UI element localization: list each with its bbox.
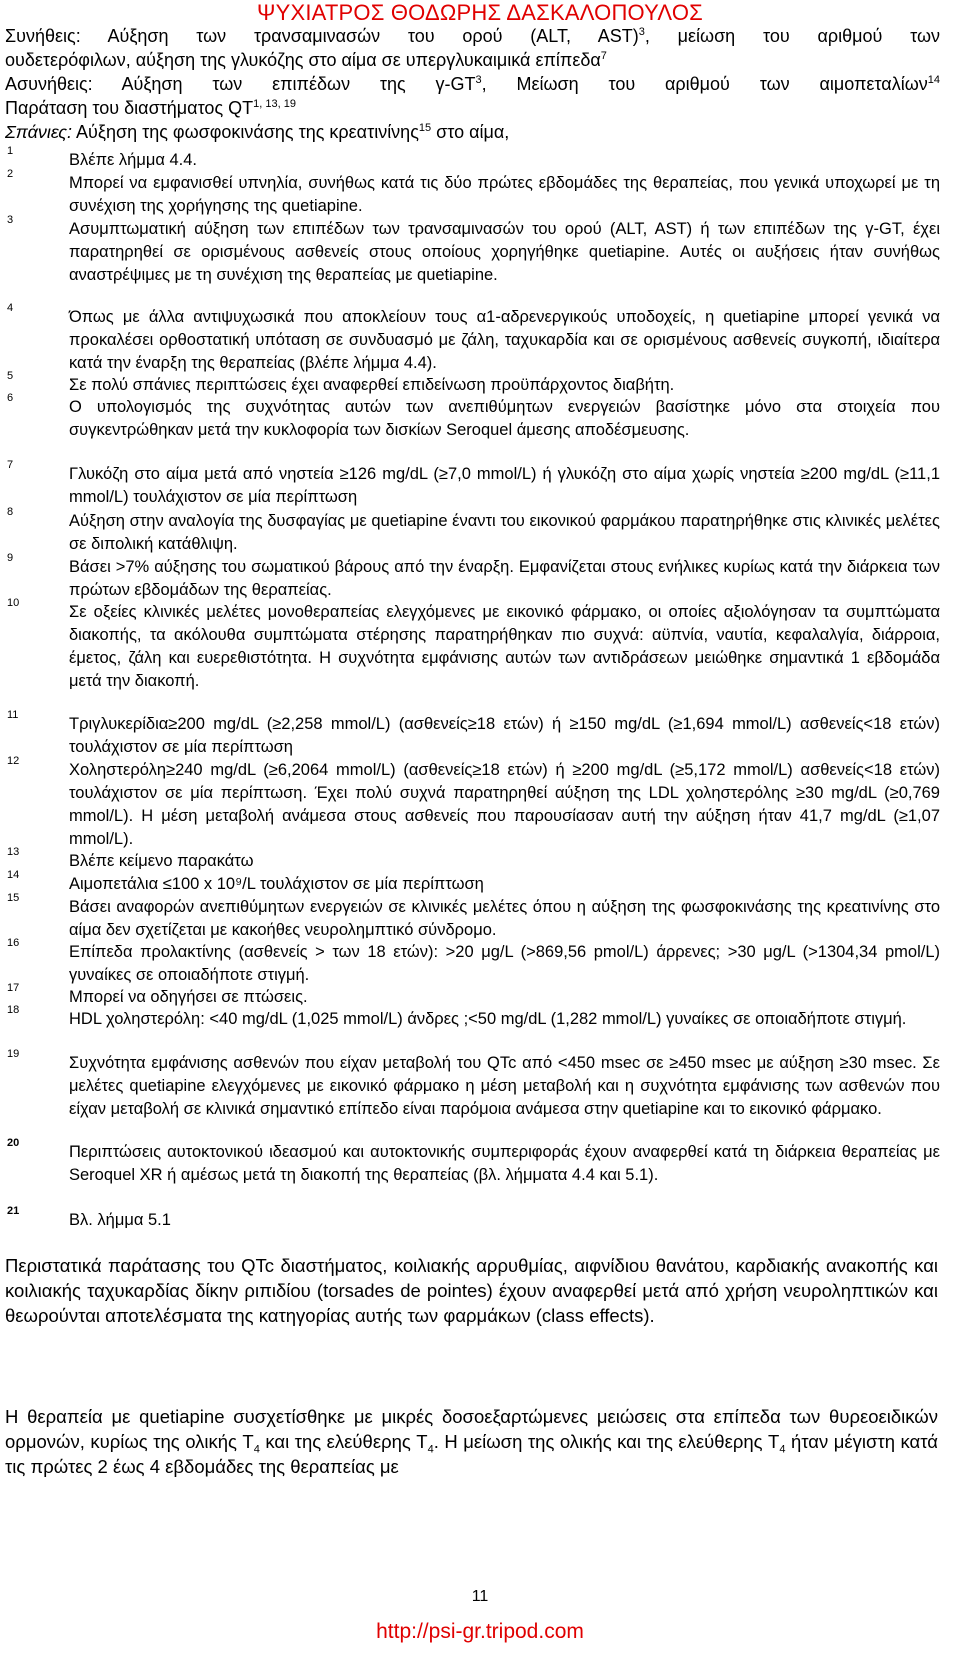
common-line-2: ουδετερόφιλων, αύξηση της γλυκόζης στο αίμα σε υπεργλυκαιμικά επίπεδα$^7$	[5, 50, 607, 70]
footnote-4: 4 Όπως με άλλα αντιψυχωσικά που αποκλείουν τους α1-αδρενεργικούς υποδοχείς, η quetiapine μπορεί γενικά να προκαλέσει ορθοστατική υπόταση σε συνδυασμό με ζάλη, ταχυκαρδία και σε ορισμένους ασθενείς συγκοπή, ιδιαίτερα κατά την έναρξη της θεραπείας (βλέπε λήμμα 4.4).	[7, 302, 940, 372]
footnote-3: 3 Ασυμπτωματική αύξηση των επιπέδων των τρανσαμινασών του ορού (ALT, AST) ή των επιπέδων της γ-GT, έχει παρατηρηθεί σε ορισμένους ασθενείς στους οποίους χορηγήθηκε quetiapine. Αυτές οι αυξήσεις ήταν συνήθως αναστρέψιμες με τη συνέχιση της θεραπείας με quetiapine.	[7, 214, 940, 284]
qt-line: Παράταση του διαστήματος QT$^{1, 13, 19}$	[5, 98, 296, 118]
footer-url[interactable]: http://psi-gr.tripod.com	[376, 1620, 584, 1643]
thyroid-paragraph: Η θεραπεία με quetiapine συσχετίσθηκε με μικρές δοσοεξαρτώμενες μειώσεις στα επίπεδα των θυρεοειδικών ορμονών, κυρίως της ολικής $T_4$ και της ελεύθερης $T_4$. Η μείωση της ολικής και της ελεύθερης $T_4$ ήταν μέγιστη κατά τις πρώτες 2 έως 4 εβδομάδες της θεραπείας με	[5, 1406, 938, 1477]
common-line-1: Συνήθεις: Αύξηση των τρανσαμινασών του ορού (ALT, AST)$^3$, μείωση του αριθμού των	[5, 26, 940, 46]
footnote-9: 9 Βάσει >7% αύξησης του σωματικού βάρους από την έναρξη. Εμφανίζεται στους ενήλικες κυρίως κατά την διάρκεια των πρώτων εβδομάδων της θεραπείας.	[7, 552, 940, 599]
footnote-11: 11 Τριγλυκερίδια≥200 mg/dL (≥2,258 mmol/L) (ασθενείς≥18 ετών) ή ≥150 mg/dL (≥1,694 mmol/L) ασθενείς<18 ετών) τουλάχιστον σε μία περίπτωση	[7, 709, 940, 756]
footnote-15: 15 Βάσει αναφορών ανεπιθύμητων ενεργειών σε κλινικές μελέτες όπου η αύξηση της φωσφοκινάσης της κρεατινίνης στο αίμα δεν σχετίζεται με κακοήθες νευρολημπτικό σύνδρομο.	[7, 892, 940, 939]
footnote-16: 16 Επίπεδα προλακτίνης (ασθενείς > των 18 ετών): >20 μg/L (>869,56 pmol/L) άρρενες; >30 μg/L (>1304,34 pmol/L) γυναίκες σε οποιαδήποτε στιγμή.	[7, 937, 940, 984]
footnote-2: 2 Μπορεί να εμφανισθεί υπνηλία, συνήθως κατά τις δύο πρώτες εβδομάδες της θεραπείας, που γενικά υποχωρεί με τη συνέχιση της χορήγησης της quetiapine.	[7, 168, 940, 215]
footnote-14: 14 Αιμοπετάλια ≤100 x 10⁹/L τουλάχιστον σε μία περίπτωση	[7, 869, 484, 893]
footnote-10: 10 Σε οξείες κλινικές μελέτες μονοθεραπείας ελεγχόμενες με εικονικό φάρμακο, οι οποίες αξιολόγησαν τα συμπτώματα διακοπής, τα ακόλουθα συμπτώματα στέρησης παρατηρήθηκαν πιο συχνά: αϋπνία, ναυτία, κεφαλαλγία, διάρροια, έμετος, ζάλη και ευερεθιστότητα. Η συχνότητα εμφάνισης αυτών των αντιδράσεων μειώθηκε σημαντικά 1 εβδομάδα μετά την διακοπή.	[7, 597, 940, 690]
qtc-paragraph: Περιστατικά παράτασης του QTc διαστήματος, κοιλιακής αρρυθμίας, αιφνίδιου θανάτου, καρδιακής ανακοπής και κοιλιακής ταχυκαρδίας δίκην ριπιδίου (torsades de pointes) έχουν αναφερθεί μετά από χρήση νευροληπτικών και θεωρούνται αποτελέσματα της κατηγορίας αυτής των φαρμάκων (class effects).	[5, 1255, 938, 1326]
footnote-18: 18 HDL χοληστερόλη: <40 mg/dL (1,025 mmol/L) άνδρες ;<50 mg/dL (1,282 mmol/L) γυναίκες σε οποιαδήποτε στιγμή.	[7, 1004, 907, 1028]
footnote-17: 17 Μπορεί να οδηγήσει σε πτώσεις.	[7, 982, 308, 1006]
uncommon-line: Ασυνήθεις: Αύξηση των επιπέδων της $\gamma-GT^3$, Μείωση του αριθμού των αιμοπεταλίων$^{14}$	[5, 74, 940, 94]
footnote-1: 1 Βλέπε λήμμα 4.4.	[7, 145, 198, 169]
footnote-19: 19 Συχνότητα εμφάνισης ασθενών που είχαν μεταβολή του QTc από <450 msec σε ≥450 msec με αύξηση ≥30 msec. Σε μελέτες quetiapine ελεγχόμενες με εικονικό φάρμακο η μέση μεταβολή και η συχνότητα εμφάνισης των ασθενών που είχαν μεταβολή σε κλινικά σημαντικό επίπεδο είναι παρόμοια ανάμεσα στην quetiapine και το εικονικό φάρμακο.	[7, 1048, 940, 1118]
adverse-frequency-list	[5, 24, 940, 144]
page-header: ΨΥΧΙΑΤΡΟΣ ΘΟΔΩΡΗΣ ΔΑΣΚΑΛΟΠΟΥΛΟΣ	[257, 0, 703, 25]
footnote-13: 13 Βλέπε κείμενο παρακάτω	[7, 846, 254, 870]
footnote-5: 5 Σε πολύ σπάνιες περιπτώσεις έχει αναφερθεί επιδείνωση προϋπάρχοντος διαβήτη.	[7, 370, 675, 394]
footnote-12: 12 Χοληστερόλη≥240 mg/dL (≥6,2064 mmol/L) (ασθενείς≥18 ετών) ή ≥200 mg/dL (≥5,172 mmol/L) ασθενείς<18 ετών) τουλάχιστον σε μία περίπτωση. Έχει πολύ συχνά παρατηρηθεί αύξηση της LDL χοληστερόλης ≥30 mg/dL (≥0,769 mmol/L). Η μέση μεταβολή ανάμεσα στους ασθενείς που παρουσίασαν αυτή την αύξηση ήταν 41,7 mg/dL (≥1,07 mmol/L).	[7, 755, 940, 848]
footnote-20: 20 Περιπτώσεις αυτοκτονικού ιδεασμού και αυτοκτονικής συμπεριφοράς έχουν αναφερθεί κατά τη διάρκεια θεραπείας με Seroquel XR ή αμέσως μετά τη διακοπή της θεραπείας (βλ. λήμματα 4.4 και 5.1).	[7, 1137, 940, 1184]
footnote-8: 8 Αύξηση στην αναλογία της δυσφαγίας με quetiapine έναντι του εικονικού φαρμάκου παρατηρήθηκε στις κλινικές μελέτες σε διπολική κατάθλιψη.	[7, 506, 940, 553]
footnote-7: 7 Γλυκόζη στο αίμα μετά από νηστεία ≥126 mg/dL (≥7,0 mmol/L) ή γλυκόζη στο αίμα χωρίς νηστεία ≥200 mg/dL (≥11,1 mmol/L) τουλάχιστον σε μία περίπτωση	[7, 459, 940, 506]
footnote-21: 21 Βλ. λήμμα 5.1	[7, 1205, 171, 1229]
footnote-6: 6 Ο υπολογισμός της συχνότητας αυτών των ανεπιθύμητων ενεργειών βασίστηκε μόνο στα στοιχεία που συγκεντρώθηκαν μετά την κυκλοφορία των δισκίων Seroquel άμεσης αποδέσμευσης.	[7, 392, 940, 439]
rare-line: Σπάνιες: Αύξηση της φωσφοκινάσης της κρεατινίνης$^{15}$ στο αίμα,	[5, 122, 510, 142]
page-number: 11	[471, 1588, 489, 1605]
